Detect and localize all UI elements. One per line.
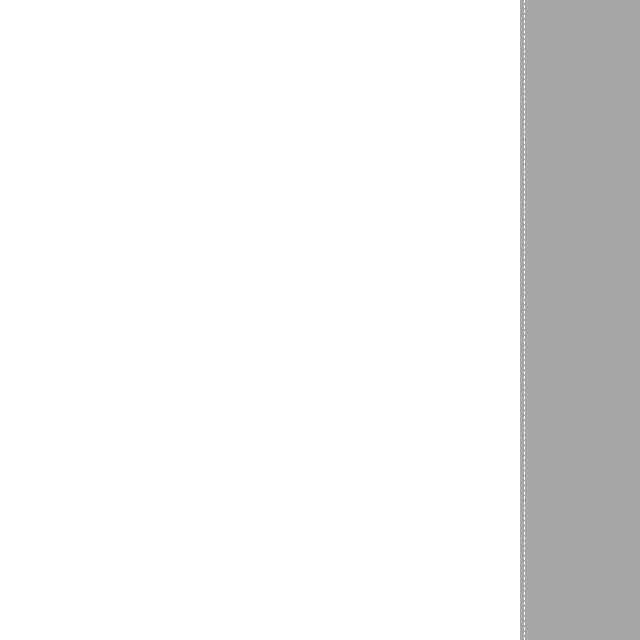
- side-tab-band: [520, 0, 640, 640]
- stitch-line: [524, 0, 529, 640]
- page-header: [355, 35, 363, 49]
